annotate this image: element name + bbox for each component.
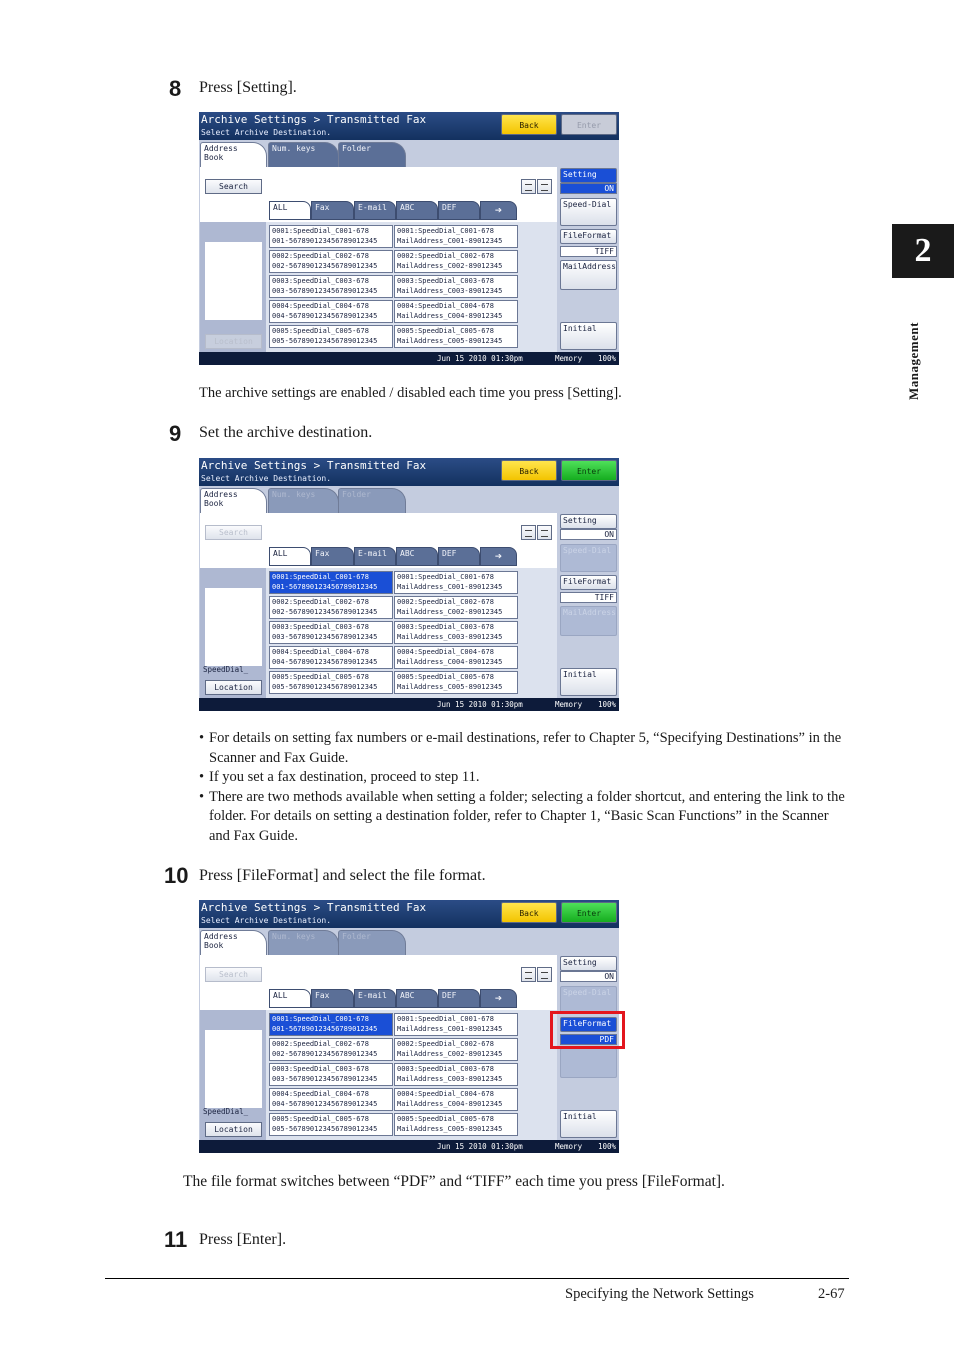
entry-line1: 0005:SpeedDial_C005-678 <box>272 673 369 681</box>
tab-folder[interactable]: Folder <box>338 488 406 513</box>
location-button[interactable]: Location <box>205 334 262 349</box>
entry-line2: MailAddress_C004-89012345 <box>397 658 503 666</box>
tab-num-keys[interactable]: Num. keys <box>268 488 339 513</box>
arrow-right-icon[interactable]: ➔ <box>480 989 517 1008</box>
list-item[interactable] <box>394 621 518 644</box>
status-date: Jun 15 2010 01:30pm <box>437 1142 523 1151</box>
entry-line1: 0005:SpeedDial_C005-678 <box>272 1115 369 1123</box>
note-bullet: • There are two methods available when setting a folder; selecting a folder shortcut, and entering the link to the folder. For details on setting a destination folder, refer to Chapter 1, “Basic Scan Functions” in the Scanner and Fax Guide. <box>199 788 849 847</box>
list-item[interactable] <box>269 300 393 323</box>
list-item[interactable] <box>269 1038 393 1061</box>
entry-line1: 0001:SpeedDial_C001-678 <box>397 1015 494 1023</box>
setting-value: ON <box>560 529 617 540</box>
filter-email[interactable]: E-mail <box>354 201 396 220</box>
entry-line2: MailAddress_C002-89012345 <box>397 608 503 616</box>
grid-view-icon[interactable] <box>537 967 552 982</box>
entry-line2: 001-567890123456789012345 <box>272 237 378 245</box>
screen-subtitle: Select Archive Destination. <box>201 916 332 925</box>
list-item[interactable] <box>394 1113 518 1136</box>
filter-def[interactable]: DEF <box>438 989 480 1008</box>
entry-line1: 0003:SpeedDial_C003-678 <box>397 623 494 631</box>
list-item[interactable] <box>269 596 393 619</box>
location-button[interactable]: Location <box>205 1122 262 1137</box>
list-item[interactable] <box>269 275 393 298</box>
tab-address-line2: Book <box>204 499 224 508</box>
back-button[interactable]: Back <box>501 902 557 923</box>
note-bullet: • For details on setting fax numbers or e-mail destinations, refer to Chapter 5, “Specifying Destinations” in the Scanner and Fax Guide. <box>199 729 849 768</box>
destination-preview <box>205 1030 262 1108</box>
entry-line2: 003-567890123456789012345 <box>272 633 378 641</box>
list-item[interactable] <box>269 671 393 694</box>
tab-row <box>199 928 559 955</box>
list-item[interactable] <box>269 225 393 248</box>
status-percent: 100% <box>598 700 617 709</box>
entry-line1: 0002:SpeedDial_C002-678 <box>397 598 494 606</box>
tab-address-line2: Book <box>204 153 224 162</box>
setting-value: ON <box>560 971 617 982</box>
filter-email[interactable]: E-mail <box>354 989 396 1008</box>
speed-dial-button[interactable]: Speed-Dial <box>560 198 617 226</box>
filter-def[interactable]: DEF <box>438 547 480 566</box>
selected-destination-label: SpeedDial_ <box>203 665 249 674</box>
enter-button[interactable]: Enter <box>561 114 617 135</box>
status-memory: Memory <box>555 1142 583 1151</box>
screen-title: Archive Settings > Transmitted Fax <box>201 901 427 914</box>
speed-dial-button[interactable]: Speed-Dial <box>560 986 617 1014</box>
entry-line2: 003-567890123456789012345 <box>272 287 378 295</box>
speed-dial-button[interactable]: Speed-Dial <box>560 544 617 572</box>
entry-line2: 004-567890123456789012345 <box>272 1100 378 1108</box>
fileformat-value: TIFF <box>560 592 617 603</box>
entry-line2: 005-567890123456789012345 <box>272 683 378 691</box>
list-item[interactable] <box>394 671 518 694</box>
list-view-icon[interactable] <box>521 967 536 982</box>
entry-line1: 0004:SpeedDial_C004-678 <box>272 302 369 310</box>
footer-title: Specifying the Network Settings <box>565 1286 754 1302</box>
fileformat-button[interactable]: FileFormat <box>560 1017 617 1032</box>
screen-title: Archive Settings > Transmitted Fax <box>201 113 427 126</box>
setting-value: ON <box>560 183 617 194</box>
entry-line1: 0004:SpeedDial_C004-678 <box>397 302 494 310</box>
list-item[interactable] <box>269 325 393 348</box>
tab-folder[interactable]: Folder <box>338 930 406 955</box>
back-button[interactable]: Back <box>501 460 557 481</box>
status-bar <box>199 698 619 711</box>
list-item[interactable] <box>394 225 518 248</box>
step-8-text: Press [Setting]. <box>199 79 297 96</box>
entry-line1: 0003:SpeedDial_C003-678 <box>397 277 494 285</box>
entry-line2: 002-567890123456789012345 <box>272 608 378 616</box>
list-item[interactable] <box>269 621 393 644</box>
list-view-icon[interactable] <box>521 525 536 540</box>
location-button[interactable]: Location <box>205 680 262 695</box>
initial-button[interactable]: Initial <box>560 1110 617 1138</box>
step-11-text: Press [Enter]. <box>199 1231 287 1248</box>
tab-row <box>199 486 559 513</box>
entry-line2: 001-567890123456789012345 <box>272 583 378 591</box>
entry-line1: 0001:SpeedDial_C001-678 <box>272 227 369 235</box>
entry-line2: MailAddress_C001-89012345 <box>397 583 503 591</box>
step-9-notes <box>199 729 849 846</box>
step-9-text: Set the archive destination. <box>199 424 373 441</box>
entry-line2: MailAddress_C002-89012345 <box>397 262 503 270</box>
entry-line2: MailAddress_C001-89012345 <box>397 1025 503 1033</box>
step-8-number: 8 <box>169 76 182 101</box>
entry-line1: 0004:SpeedDial_C004-678 <box>397 648 494 656</box>
list-item[interactable] <box>269 1063 393 1086</box>
entry-line2: MailAddress_C003-89012345 <box>397 633 503 641</box>
entry-line1: 0005:SpeedDial_C005-678 <box>397 327 494 335</box>
tab-address-line1: Address <box>204 490 238 499</box>
entry-line1: 0002:SpeedDial_C002-678 <box>272 1040 369 1048</box>
filter-all[interactable]: ALL <box>269 201 311 220</box>
enter-button[interactable]: Enter <box>561 460 617 481</box>
entry-line2: MailAddress_C002-89012345 <box>397 1050 503 1058</box>
list-item[interactable] <box>394 275 518 298</box>
entry-line1: 0003:SpeedDial_C003-678 <box>272 623 369 631</box>
list-item[interactable] <box>394 596 518 619</box>
entry-line1: 0001:SpeedDial_C001-678 <box>272 573 369 581</box>
screenshot-step-8 <box>199 112 619 365</box>
screen-subtitle: Select Archive Destination. <box>201 128 332 137</box>
status-memory: Memory <box>555 700 583 709</box>
entry-line2: 002-567890123456789012345 <box>272 1050 378 1058</box>
entry-line2: 005-567890123456789012345 <box>272 337 378 345</box>
entry-line2: 005-567890123456789012345 <box>272 1125 378 1133</box>
search-button[interactable]: Search <box>205 967 262 982</box>
step-10-text: Press [FileFormat] and select the file format. <box>199 867 486 884</box>
chapter-side-label: Management <box>906 322 921 400</box>
fileformat-button[interactable]: FileFormat <box>560 229 617 244</box>
tab-address-book[interactable] <box>200 930 267 955</box>
page-number: 2-67 <box>818 1286 845 1302</box>
entry-line2: MailAddress_C004-89012345 <box>397 312 503 320</box>
arrow-right-icon[interactable]: ➔ <box>480 201 517 220</box>
list-item[interactable] <box>394 1088 518 1111</box>
arrow-right-icon[interactable]: ➔ <box>480 547 517 566</box>
entry-line1: 0001:SpeedDial_C001-678 <box>272 1015 369 1023</box>
list-item[interactable] <box>394 1038 518 1061</box>
setting-button[interactable]: Setting <box>560 514 617 529</box>
mail-address-button[interactable]: MailAddress <box>560 606 617 636</box>
filter-all[interactable]: ALL <box>269 989 311 1008</box>
entry-line2: MailAddress_C005-89012345 <box>397 1125 503 1133</box>
filter-abc[interactable]: ABC <box>396 201 438 220</box>
list-item[interactable] <box>394 1013 518 1036</box>
entry-line1: 0003:SpeedDial_C003-678 <box>397 1065 494 1073</box>
status-date: Jun 15 2010 01:30pm <box>437 354 523 363</box>
entry-line2: 004-567890123456789012345 <box>272 658 378 666</box>
tab-address-book[interactable] <box>200 142 267 167</box>
entry-line1: 0003:SpeedDial_C003-678 <box>272 277 369 285</box>
entry-line2: MailAddress_C005-89012345 <box>397 683 503 691</box>
setting-button[interactable]: Setting <box>560 956 617 971</box>
status-memory: Memory <box>555 354 583 363</box>
setting-button[interactable]: Setting <box>560 168 617 183</box>
filter-all[interactable]: ALL <box>269 547 311 566</box>
filter-abc[interactable]: ABC <box>396 547 438 566</box>
entry-line2: MailAddress_C005-89012345 <box>397 337 503 345</box>
initial-button[interactable]: Initial <box>560 668 617 696</box>
entry-line1: 0001:SpeedDial_C001-678 <box>397 227 494 235</box>
mail-address-button[interactable] <box>560 1048 617 1078</box>
initial-button[interactable]: Initial <box>560 322 617 350</box>
screenshot-step-9 <box>199 458 619 711</box>
screen-header <box>199 458 619 486</box>
mail-address-button[interactable]: MailAddress <box>560 260 617 290</box>
step-11-number: 11 <box>164 1227 188 1252</box>
list-item[interactable] <box>269 1088 393 1111</box>
entry-line2: MailAddress_C003-89012345 <box>397 287 503 295</box>
filter-email[interactable]: E-mail <box>354 547 396 566</box>
entry-line1: 0004:SpeedDial_C004-678 <box>397 1090 494 1098</box>
entry-line2: MailAddress_C003-89012345 <box>397 1075 503 1083</box>
destination-preview <box>205 242 262 320</box>
fileformat-button[interactable]: FileFormat <box>560 575 617 590</box>
step-10-note: The file format switches between “PDF” and “TIFF” each time you press [FileFormat]. <box>183 1173 725 1190</box>
grid-view-icon[interactable] <box>537 179 552 194</box>
entry-line2: MailAddress_C004-89012345 <box>397 1100 503 1108</box>
entry-line1: 0002:SpeedDial_C002-678 <box>397 1040 494 1048</box>
entry-line1: 0005:SpeedDial_C005-678 <box>397 1115 494 1123</box>
tab-address-line1: Address <box>204 144 238 153</box>
entry-line1: 0002:SpeedDial_C002-678 <box>397 252 494 260</box>
status-date: Jun 15 2010 01:30pm <box>437 700 523 709</box>
step-10-number: 10 <box>164 863 189 888</box>
enter-button[interactable]: Enter <box>561 902 617 923</box>
filter-fax[interactable]: Fax <box>311 989 354 1008</box>
list-item[interactable] <box>394 325 518 348</box>
fileformat-highlight-box <box>550 1011 625 1049</box>
list-item[interactable] <box>269 646 393 669</box>
filter-fax[interactable]: Fax <box>311 547 354 566</box>
list-item[interactable] <box>394 1063 518 1086</box>
list-item[interactable] <box>269 571 393 594</box>
entry-line2: 003-567890123456789012345 <box>272 1075 378 1083</box>
chapter-tab: 2 <box>892 224 954 278</box>
tab-num-keys[interactable]: Num. keys <box>268 142 339 167</box>
step-9-number: 9 <box>169 421 182 446</box>
status-percent: 100% <box>598 354 617 363</box>
entry-line1: 0005:SpeedDial_C005-678 <box>397 673 494 681</box>
tab-address-line2: Book <box>204 941 224 950</box>
list-item[interactable] <box>394 250 518 273</box>
list-item[interactable] <box>394 646 518 669</box>
entry-line1: 0002:SpeedDial_C002-678 <box>272 252 369 260</box>
filter-def[interactable]: DEF <box>438 201 480 220</box>
tab-row <box>199 140 559 167</box>
search-button[interactable]: Search <box>205 525 262 540</box>
step-8-note: The archive settings are enabled / disabled each time you press [Setting]. <box>199 385 622 401</box>
entry-line1: 0004:SpeedDial_C004-678 <box>272 1090 369 1098</box>
entry-line2: 004-567890123456789012345 <box>272 312 378 320</box>
tab-address-book[interactable] <box>200 488 267 513</box>
entry-line1: 0005:SpeedDial_C005-678 <box>272 327 369 335</box>
entry-line2: 002-567890123456789012345 <box>272 262 378 270</box>
tab-address-line1: Address <box>204 932 238 941</box>
filter-abc[interactable]: ABC <box>396 989 438 1008</box>
entry-line1: 0004:SpeedDial_C004-678 <box>272 648 369 656</box>
status-percent: 100% <box>598 1142 617 1151</box>
list-view-icon[interactable] <box>521 179 536 194</box>
filter-fax[interactable]: Fax <box>311 201 354 220</box>
list-item[interactable] <box>394 571 518 594</box>
note-bullet: • If you set a fax destination, proceed to step 11. <box>199 768 849 788</box>
entry-line2: MailAddress_C001-89012345 <box>397 237 503 245</box>
entry-line2: 001-567890123456789012345 <box>272 1025 378 1033</box>
fileformat-value: PDF <box>560 1034 617 1045</box>
fileformat-value: TIFF <box>560 246 617 257</box>
screen-header <box>199 900 619 928</box>
tab-num-keys[interactable]: Num. keys <box>268 930 339 955</box>
screen-subtitle: Select Archive Destination. <box>201 474 332 483</box>
status-bar <box>199 1140 619 1153</box>
destination-preview <box>205 588 262 666</box>
tab-folder[interactable]: Folder <box>338 142 406 167</box>
list-item[interactable] <box>394 300 518 323</box>
grid-view-icon[interactable] <box>537 525 552 540</box>
back-button[interactable]: Back <box>501 114 557 135</box>
list-item[interactable] <box>269 1013 393 1036</box>
list-item[interactable] <box>269 1113 393 1136</box>
entry-line1: 0003:SpeedDial_C003-678 <box>272 1065 369 1073</box>
list-item[interactable] <box>269 250 393 273</box>
status-bar <box>199 352 619 365</box>
entry-line1: 0002:SpeedDial_C002-678 <box>272 598 369 606</box>
search-button[interactable]: Search <box>205 179 262 194</box>
entry-line1: 0001:SpeedDial_C001-678 <box>397 573 494 581</box>
screen-header <box>199 112 619 140</box>
selected-destination-label: SpeedDial_ <box>203 1107 249 1116</box>
screen-title: Archive Settings > Transmitted Fax <box>201 459 427 472</box>
footer-rule <box>105 1278 849 1279</box>
